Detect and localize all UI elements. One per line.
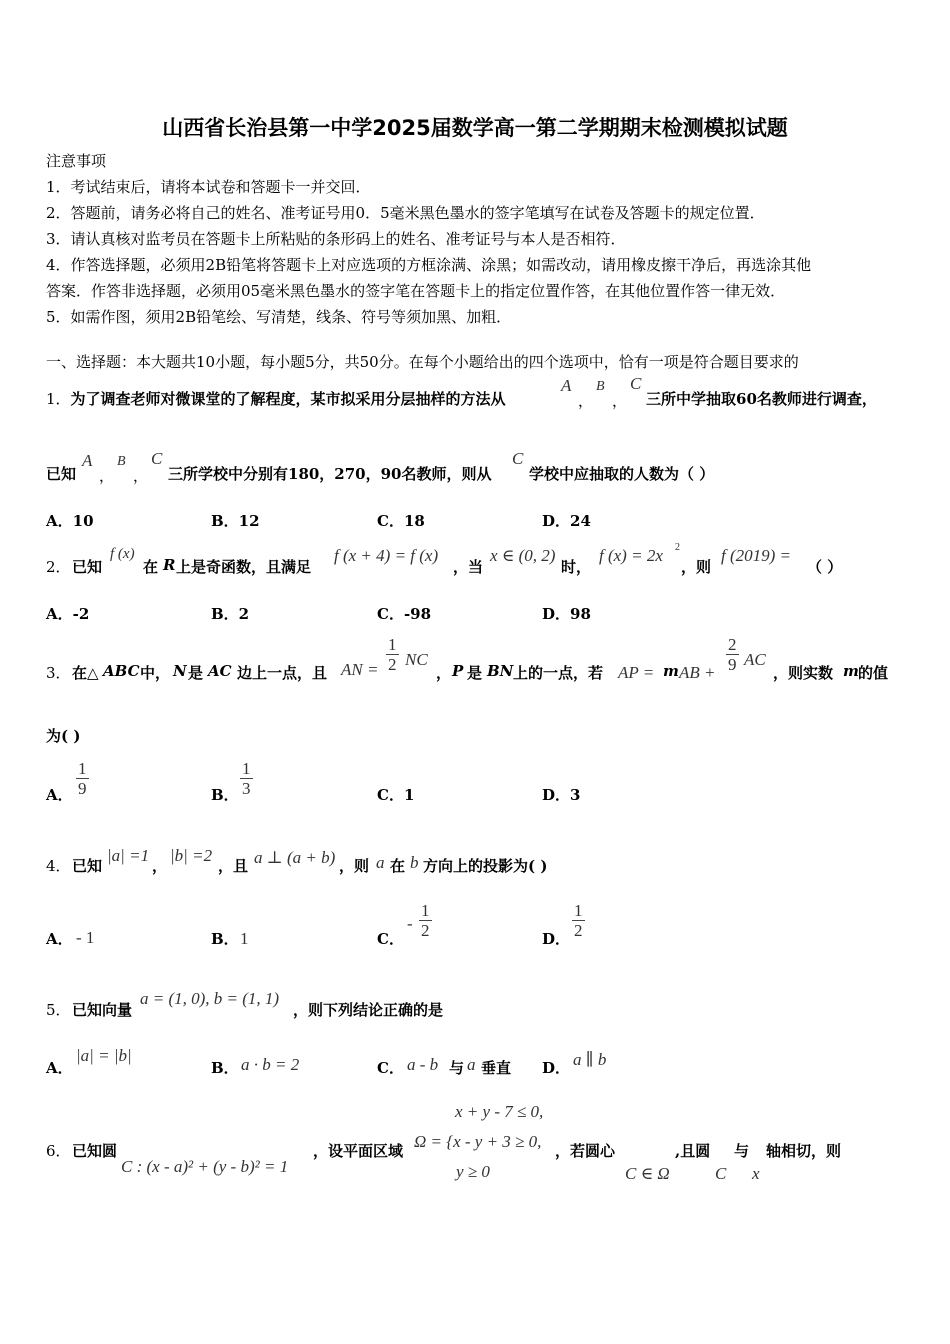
- q6-constraint-3: y ≥ 0: [456, 1162, 490, 1181]
- denominator: 2: [574, 921, 583, 940]
- numerator: 1: [242, 759, 251, 778]
- q5-number: 5．: [46, 1001, 71, 1019]
- q4-text: 方向上的投影为( ): [423, 857, 548, 875]
- q3-option-a-fraction: [76, 760, 89, 799]
- q4-option-b[interactable]: B．: [211, 930, 239, 948]
- q3-option-b[interactable]: B．: [211, 786, 239, 804]
- denominator: 2: [388, 655, 397, 674]
- q1-school-c: C: [512, 449, 524, 468]
- q6-constraint-1: x + y - 7 ≤ 0,: [455, 1102, 544, 1121]
- q2-interval: x ∈ (0, 2): [490, 546, 556, 565]
- q6-constraint-2: Ω = {x - y + 3 ≥ 0,: [414, 1132, 542, 1151]
- q6-circle-equation: C : (x - a)² + (y - b)² = 1: [121, 1157, 289, 1176]
- q4-option-b-value: 1: [240, 929, 249, 948]
- q2-option-b[interactable]: B．2: [211, 605, 250, 623]
- q5-text: 已知向量: [72, 1001, 133, 1019]
- q4-comma: ，: [152, 857, 168, 875]
- q3-point-n: N: [173, 662, 187, 680]
- denominator: 9: [78, 779, 87, 798]
- q6-text: 与: [734, 1142, 750, 1160]
- numerator: 2: [728, 635, 737, 654]
- q3-option-d[interactable]: D．3: [542, 786, 581, 804]
- denominator: 9: [728, 655, 737, 674]
- q3-text: 上的一点，若: [513, 664, 604, 682]
- q4-option-c-sign: -: [407, 914, 413, 933]
- q2-option-a[interactable]: A．-2: [46, 605, 90, 623]
- q5-option-b-math: a · b = 2: [241, 1055, 300, 1074]
- q1-comma: ，: [578, 392, 594, 410]
- q3-fraction-half: [386, 636, 399, 675]
- q2-number: 2．: [46, 558, 71, 576]
- q4-perpendicular: a ⊥ (a + b): [254, 848, 336, 867]
- q1-school-c: C: [630, 374, 642, 393]
- q6-number: 6．: [46, 1142, 71, 1160]
- page-title: 山西省长治县第一中学2025届数学高一第二学期期末检测模拟试题: [162, 116, 788, 140]
- q4-option-a[interactable]: A．: [46, 930, 73, 948]
- q3-text: ，: [436, 664, 452, 682]
- question-1-line-1: [46, 388, 506, 409]
- notice-block: [46, 148, 811, 330]
- q6-text: ，若圆心: [555, 1142, 616, 1160]
- q5-option-a-math: |a| = |b|: [76, 1046, 132, 1065]
- q6-center-in-region: C ∈ Ω: [625, 1164, 670, 1183]
- q6-text: 轴相切，则: [766, 1142, 842, 1160]
- q3-vector-ap: AP =: [618, 663, 655, 682]
- section-heading: 一、选择题：本大题共10小题，每小题5分，共50分。在每个小题给出的四个选项中，恰有一项是符合题目要求的: [46, 353, 799, 371]
- notice-item: 2．答题前，请务必将自己的姓名、准考证号用0．5毫米黑色墨水的签字笔填写在试卷及答题卡的规定位置．: [46, 204, 765, 222]
- q1-option-c[interactable]: C．18: [377, 512, 425, 530]
- q2-text: 上是奇函数，且满足: [176, 558, 312, 576]
- q3-fraction-two-ninths: [726, 636, 739, 675]
- q1-text: 为了调查老师对微课堂的了解程度，某市拟采用分层抽样的方法从: [70, 390, 506, 408]
- q3-coefficient-m: m: [663, 662, 679, 680]
- q4-norm-b: |b| =2: [170, 846, 213, 865]
- numerator: 1: [421, 901, 430, 920]
- q6-text: 已知圆: [72, 1142, 118, 1160]
- q6-text: ，设平面区域: [313, 1142, 404, 1160]
- q5-option-a[interactable]: A．: [46, 1059, 73, 1077]
- q1-text: 学校中应抽取的人数为（ ）: [529, 465, 715, 483]
- notice-item: 答案．作答非选择题，必须用05毫米黑色墨水的签字笔在答题卡上的指定位置作答，在其他位置作答一律无效．: [46, 282, 786, 300]
- notice-heading: 注意事项: [46, 152, 107, 170]
- q2-periodicity: f (x + 4) = f (x): [334, 546, 439, 565]
- q4-text: 在: [390, 857, 406, 875]
- q3-variable-m: m: [843, 662, 859, 680]
- q5-option-d[interactable]: D．: [542, 1059, 571, 1077]
- q2-function: f (x): [110, 546, 135, 562]
- q4-norm-a: |a| =1: [107, 846, 150, 865]
- q3-vector-ab: AB +: [679, 663, 716, 682]
- q3-segment-bn: BN: [487, 662, 514, 680]
- q3-vector-an: AN =: [341, 660, 379, 679]
- q5-vectors: a = (1, 0), b = (1, 1): [140, 989, 280, 1008]
- q1-comma: ，: [133, 467, 149, 485]
- q2-text: （ ）: [807, 558, 843, 576]
- q1-comma: ，: [612, 392, 628, 410]
- q3-vector-ac: AC: [744, 650, 766, 669]
- notice-item: 3．请认真核对监考员在答题卡上所粘贴的条形码上的姓名、准考证号与本人是否相符．: [46, 230, 626, 248]
- q1-number: 1．: [46, 390, 71, 408]
- q5-option-c-math: a: [467, 1055, 476, 1074]
- q1-text: 三所学校中分别有180，270，90名教师，则从: [168, 465, 492, 483]
- q3-text: 是: [467, 664, 483, 682]
- q4-text: ，且: [218, 857, 249, 875]
- q4-text: 已知: [72, 857, 103, 875]
- notice-item: 1．考试结束后，请将本试卷和答题卡一并交回．: [46, 178, 371, 196]
- q3-text: 中，: [140, 664, 171, 682]
- q2-option-d[interactable]: D．98: [542, 605, 591, 623]
- q3-text: ，则实数: [773, 664, 834, 682]
- q5-option-c-text: 与: [449, 1059, 465, 1077]
- q1-school-a: A: [82, 451, 93, 470]
- q3-text: 边上一点，且: [237, 664, 328, 682]
- q5-option-b[interactable]: B．: [211, 1059, 239, 1077]
- denominator: 2: [421, 921, 430, 940]
- q3-text: 是: [188, 664, 204, 682]
- q2-text: 在: [143, 558, 159, 576]
- q5-option-c-math: a - b: [407, 1055, 439, 1074]
- q3-option-b-fraction: [240, 760, 253, 799]
- q2-exponent: 2: [675, 542, 680, 553]
- q4-option-c[interactable]: C．: [377, 930, 404, 948]
- q1-option-b[interactable]: B．12: [211, 512, 260, 530]
- q1-comma: ，: [99, 467, 115, 485]
- q3-text: 在△: [72, 664, 99, 682]
- q4-number: 4．: [46, 857, 71, 875]
- q3-point-p: P: [452, 662, 464, 680]
- numerator: 1: [574, 901, 583, 920]
- q2-text: ，则: [681, 558, 712, 576]
- q2-option-c[interactable]: C．-98: [377, 605, 432, 623]
- q1-school-c: C: [151, 449, 163, 468]
- q3-segment: AC: [208, 662, 232, 680]
- q4-option-d-fraction: [572, 902, 585, 941]
- q1-text: 三所中学抽取60名教师进行调查，: [646, 390, 877, 408]
- q5-text: ，则下列结论正确的是: [293, 1001, 444, 1019]
- notice-item: 5．如需作图，须用2B铅笔绘、写清楚，线条、符号等须加黑、加粗．: [46, 308, 512, 326]
- q2-reals: R: [163, 556, 176, 574]
- q3-text: 为( ): [46, 727, 81, 745]
- q2-text: 时，: [561, 558, 592, 576]
- q5-option-c-text: 垂直: [481, 1059, 512, 1077]
- numerator: 1: [78, 759, 87, 778]
- q1-text: 已知: [46, 465, 77, 483]
- q1-school-b: B: [117, 454, 126, 469]
- q3-triangle: ABC: [103, 662, 140, 680]
- q1-school-b: B: [596, 379, 605, 394]
- q4-vector-a: a: [376, 853, 385, 872]
- q6-circle-c: C: [715, 1164, 727, 1183]
- q5-option-d-math: a ∥ b: [573, 1050, 607, 1069]
- q4-text: ，则: [339, 857, 370, 875]
- q6-text: ,且圆: [675, 1142, 711, 1160]
- q2-ask: f (2019) =: [721, 546, 792, 565]
- q1-school-a: A: [561, 376, 572, 395]
- q3-number: 3．: [46, 664, 71, 682]
- q6-axis-x: x: [752, 1164, 760, 1183]
- numerator: 1: [388, 635, 397, 654]
- denominator: 3: [242, 779, 251, 798]
- q3-text: 的值: [858, 664, 889, 682]
- q2-text: 已知: [72, 558, 103, 576]
- q3-vector-nc: NC: [405, 650, 428, 669]
- q4-option-d[interactable]: D．: [542, 930, 571, 948]
- q3-option-a[interactable]: A．: [46, 786, 73, 804]
- q3-option-c[interactable]: C．1: [377, 786, 415, 804]
- q1-option-d[interactable]: D．24: [542, 512, 591, 530]
- q4-option-a-value: - 1: [76, 928, 95, 947]
- q2-text: ，当: [453, 558, 484, 576]
- q2-definition: f (x) = 2x: [599, 546, 663, 565]
- q4-option-c-fraction: [419, 902, 432, 941]
- notice-item: 4．作答选择题，必须用2B铅笔将答题卡上对应选项的方框涂满、涂黑；如需改动，请用橡皮擦干净后，再选涂其他: [46, 256, 812, 274]
- q1-option-a[interactable]: A．10: [46, 512, 94, 530]
- q5-option-c[interactable]: C．: [377, 1059, 404, 1077]
- q4-vector-b: b: [410, 853, 419, 872]
